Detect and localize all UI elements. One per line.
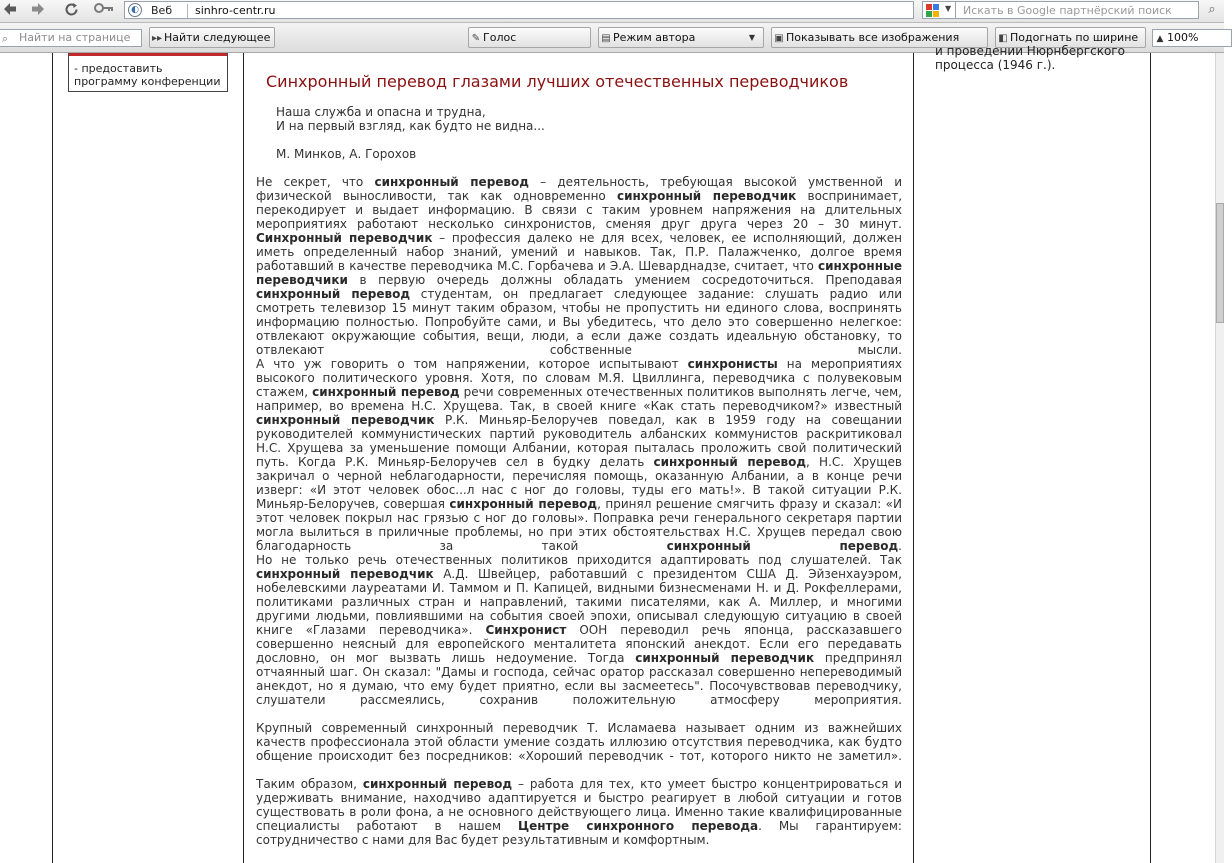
paragraph-text: речи современных отечественных политиков выполнять легче, чем, например, во времена Н.С. Хрущева. Так, в своей книге «Как стать переводчиком?» известный [256,385,902,413]
back-arrow-icon[interactable] [2,2,18,19]
address-scheme-label: Веб [151,4,173,17]
web-page [0,44,1215,863]
find-next-icon: ▸▸ [151,33,163,44]
voice-button[interactable] [468,27,591,48]
find-next-label: Найти следующее [164,31,271,44]
search-icon[interactable]: ⌕ [1208,2,1216,17]
epigraph-line: И на первый взгляд, как будто не видна... [276,119,545,133]
author-mode-icon: ▤ [601,33,611,44]
address-bar[interactable] [124,1,914,19]
highlighted-term: Синхронист [485,623,567,637]
paragraph-text: – профессия далеко не для всех, человек, ее исполняющий, должен иметь определенный набор знаний, умений и навыков. Так, П.Р. Палажченко, долгое время работавший в качестве переводчика М.С. Горбачева и Э.А. Шеварднадзе, считает, что [256,231,903,273]
sidebar-line: - предоставить [74,62,163,75]
zoom-value: 100% [1167,31,1199,44]
column-divider [52,53,53,863]
zoom-select[interactable] [1152,29,1232,47]
article-title: Синхронный перевод глазами лучших отечественных переводчиков [266,72,849,91]
highlighted-term: синхронный перевод [362,777,513,791]
right-sidebar-line: и проведении Нюрнбергского [935,44,1125,58]
article-paragraph [256,777,902,847]
chevron-down-icon: ▼ [945,4,952,13]
vertical-scrollbar[interactable] [1215,53,1224,863]
column-divider [913,53,914,863]
highlighted-term: Синхронный переводчик [256,231,433,245]
google-logo-square [933,11,939,17]
highlighted-term: синхронный перевод [653,455,807,469]
highlighted-term: синхронный переводчик [256,567,434,581]
paragraph-text: Но не только речь отечественных политиков приходится адаптировать под слушателей. Так [256,553,902,567]
forward-arrow-icon[interactable] [30,2,46,19]
highlighted-term: синхронисты [687,357,778,371]
paragraph-text: , Н.С. Хрущев закричал о черной неблагодарности, перечисляя помощь, оказанную Албании, а в конце речи изверг: «И этот человек обос...л нас с ног до головы, туды его мать!». В такой ситуации Р.К. Миньяр-Белоручев, совершая [256,455,903,511]
article-paragraph [256,721,902,763]
paragraph-text: А.Д. Швейцер, работавший с президентом США Д. Эйзенхауэром, нобелевскими лауреатами И. Таммом и П. Капицей, видными бизнесменами Н. и Д. Рокфеллерами, политиками различных стран и направлений, такими писателями, как А. Миллер, и многими другими людьми, повлиявшими на события своей эпохи, описывал следующую ситуацию в своей книге «Глазами переводчика». [256,567,903,637]
reload-icon[interactable] [62,2,80,19]
fit-width-icon: ◧ [998,33,1008,44]
paragraph-text: , принял решение смягчить фразу и сказал: «И этот человек покрыл нас грязью с ног до головы». Поправка речи генерального секретаря партии могла вылиться в приличные проблемы, но при этих обстоятельствах Н.С. Хрущев передал свою благодарность за такой [256,497,902,553]
search-input[interactable]: Искать в Google партнёрский поиск [956,1,1199,19]
google-logo-square [926,11,932,17]
article-paragraph [256,175,902,357]
author-mode-label: Режим автора [613,31,696,44]
right-sidebar-text [935,44,1140,72]
paragraph-text: . Мы гарантируем: сотрудничество с нами для Вас будет результативным и комфортным. [256,819,902,847]
google-logo-icon [926,4,932,10]
globe-icon: ◐ [128,3,142,17]
find-next-button[interactable] [149,27,275,48]
column-divider [243,53,244,863]
paragraph-text: воспринимает, перекодирует и выдает информацию. В связи с таким уровнем напряжения на длительных мероприятиях работают несколько синхронистов, сменяя друг друга через 20 – 30 минут. [256,189,903,231]
highlighted-term: синхронный перевод [374,175,529,189]
paragraph-text: в первую очередь должны обладать умением сосредоточиться. Преподавая [347,273,902,287]
scrollbar-thumb[interactable] [1216,203,1224,323]
paragraph-text: Таким образом, [256,777,363,791]
find-on-page-placeholder: Найти на странице [19,31,131,44]
highlighted-term: синхронный переводчик [635,651,815,665]
voice-label: Голос [483,31,517,44]
sidebar-line: программу конференции [74,75,221,88]
paragraph-text: . [898,539,902,553]
paragraph-text: Крупный современный синхронный переводчик Т. Исламаева называет одним из важнейших качеств профессионала этой области умение создать иллюзию отсутствия переводчика, как будто общение происходит без посредников: «Хороший переводчик - тот, которого никто не заметил». [256,721,902,763]
paragraph-text: – работа для тех, кто умеет быстро концентрироваться и удерживать внимание, находчиво адаптируется и быстро реагирует в любой ситуации и готов существовать в роли фона, а не основного действующего лица. Именно такие квалифицированные специалисты работают в нашем [256,777,903,833]
article-paragraph [256,357,902,553]
paragraph-text: А что уж говорить о том напряжении, которое испытывают [256,357,688,371]
chevron-down-icon: ▼ [748,33,755,42]
article-authors: М. Минков, А. Горохов [276,147,417,161]
find-on-page-input[interactable] [0,29,142,47]
highlighted-term: синхронный перевод [312,385,460,399]
sidebar-services-item[interactable] [74,62,220,88]
fit-width-label: Подогнать по ширине [1010,31,1139,44]
epigraph-line: Наша служба и опасна и трудна, [276,105,486,119]
paragraph-text: Р.К. Миньяр-Белоручев поведал, как в 1959 году на совещании руководителей коммунистических партий руководитель албанских коммунистов раскритиковал Н.С. Хрущева за уменьшение помощи Албании, которая пыталась проложить свой политический путь. Когда Р.К. Миньяр-Белоручев сел в будку делать [256,413,902,469]
right-sidebar-line: процесса (1946 г.). [935,58,1056,72]
highlighted-term: синхронный перевод [449,497,598,511]
voice-icon: ✎ [471,33,481,44]
highlighted-term: синхронный перевод [666,539,899,553]
search-engine-selector[interactable] [922,1,956,19]
browser-nav-bar [0,0,1224,23]
highlighted-term: синхронный переводчик [256,413,435,427]
google-logo-square [933,4,939,10]
search-icon: ⌕ [2,32,9,45]
highlighted-term: Центре синхронного перевода [517,819,759,833]
paragraph-text: – деятельность, требующая высокой умственной и физической выносливости, так как одновременно [256,175,903,203]
address-url-text[interactable]: sinhro-centr.ru [195,4,276,17]
paragraph-text: предпринял отчаянный шаг. Он сказал: "Дамы и господа, сейчас оратор рассказал совершенно непереводимый анекдот, но я думаю, что ему будет приятно, если вы засмеетесь". Посочувствовав переводчику, слушатели рассмеялись, сохранив положительную атмосферу мероприятия. [256,651,902,707]
chevron-up-icon: ▲ [1156,34,1164,44]
article-paragraph [256,553,902,707]
highlighted-term: синхронные переводчики [256,259,902,287]
show-images-label: Показывать все изображения [786,31,960,44]
sidebar-accent-bar [69,53,227,56]
image-icon: ▣ [774,33,784,44]
author-mode-button[interactable] [598,27,764,48]
sidebar-services-box [68,53,228,92]
highlighted-term: синхронный перевод [256,287,411,301]
address-separator [187,4,188,18]
paragraph-text: студентам, он предлагает следующее задание: слушать радио или смотреть телевизор 15 минут таким образом, чтобы не пропустить ни единого слова, воспринять информацию полностью. Попробуйте сами, и Вы убедитесь, что дело это совершенно нелегкое: отвлекают окружающие события, вещи, люди, а если даже создать идеальную обстановку, то отвлекают собственные мысли. [256,287,903,357]
paragraph-text: Не секрет, что [256,175,375,189]
highlighted-term: синхронный переводчик [616,189,797,203]
paragraph-text: на мероприятиях высокого политического уровня. Хотя, по словам М.Я. Цвиллинга, переводчика с полувековым стажем, [256,357,902,399]
key-icon[interactable] [92,2,116,19]
paragraph-text: ООН переводил речь японца, рассказавшего совершенно неясный для европейского менталитета японский анекдот. Если его передавать дословно, он мог вызвать лишь недоумение. Тогда [256,623,902,665]
column-divider [1150,53,1151,863]
